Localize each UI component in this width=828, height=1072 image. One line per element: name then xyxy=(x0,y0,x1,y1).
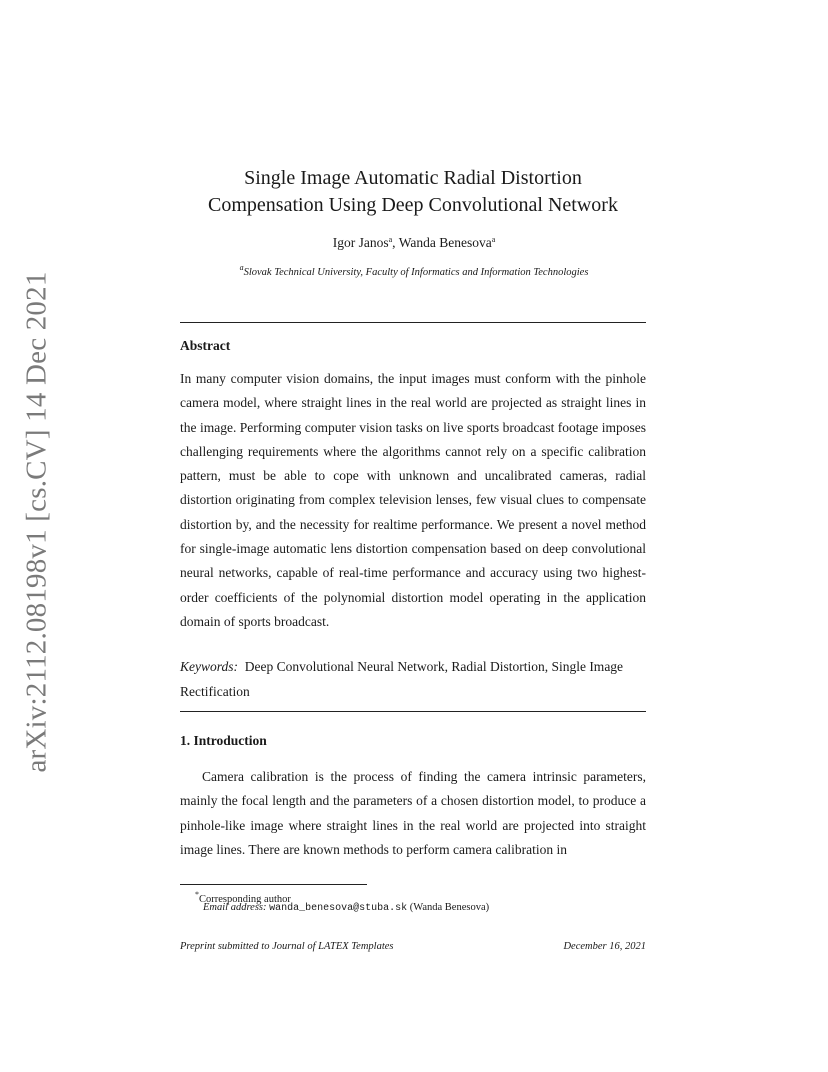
arxiv-identifier: arXiv:2112.08198v1 [cs.CV] 14 Dec 2021 xyxy=(20,271,53,773)
section-heading-introduction: 1. Introduction xyxy=(180,733,267,748)
keywords xyxy=(180,655,646,704)
introduction-paragraph: Camera calibration is the process of finding the camera intrinsic parameters, mainly the focal length and the parameters of a chosen distortion model, to produce a pinhole-like image where straight lines in the real world are projected into straight image lines. There are known methods to perform camera calibration in xyxy=(180,769,646,857)
author-list xyxy=(0,235,828,251)
preprint-date: December 16, 2021 xyxy=(563,941,646,952)
keywords-text: Deep Convolutional Neural Network, Radial Distortion, Single Image Rectification xyxy=(180,659,624,699)
footnote-rule xyxy=(180,884,367,885)
abstract-bottom-rule xyxy=(180,711,646,712)
title-line-2: Compensation Using Deep Convolutional Network xyxy=(208,194,618,216)
keywords-label: Keywords: xyxy=(180,659,238,674)
paper-title xyxy=(140,165,686,219)
affiliation-mark: a xyxy=(491,235,496,244)
affiliation-mark: a xyxy=(388,235,393,244)
email-address: wanda_benesova@stuba.sk xyxy=(269,903,408,914)
footnote-corresponding-text: Corresponding author xyxy=(199,894,291,905)
footnote-email xyxy=(203,901,489,916)
preprint-notice: Preprint submitted to Journal of LATEX Templates xyxy=(180,941,394,952)
footnote-mark: * xyxy=(195,890,199,899)
affiliation-text: Slovak Technical University, Faculty of Informatics and Information Technologies xyxy=(243,267,589,278)
email-owner: (Wanda Benesova) xyxy=(409,902,490,913)
email-label: Email address: xyxy=(203,902,267,913)
author-separator: , xyxy=(392,235,399,250)
affiliation xyxy=(0,263,828,278)
abstract-top-rule xyxy=(180,322,646,323)
abstract-text: In many computer vision domains, the input images must conform with the pinhole camera model, where straight lines in the real world are projected as straight lines in the image. Performing computer vision tasks on live sports broadcast footage imposes challenging requirements where the algorithms cannot rely on a specific calibration pattern, must be able to cope with unknown and uncalibrated cameras, radial distortion originating from complex television lenses, few visual clues to compensate distortion by, and the necessity for realtime performance. We present a novel method for single-image automatic lens distortion compensation based on deep convolutional neural networks, capable of real-time performance and accuracy using two highest-order coefficients of the polynomial distortion model operating in the application domain of sports broadcast. xyxy=(180,371,646,629)
title-line-1: Single Image Automatic Radial Distortion xyxy=(244,167,582,189)
author-name: Igor Janos xyxy=(332,235,389,250)
abstract-heading: Abstract xyxy=(180,338,231,353)
author-name: Wanda Benesova xyxy=(398,235,492,250)
affiliation-mark: a xyxy=(239,263,244,272)
